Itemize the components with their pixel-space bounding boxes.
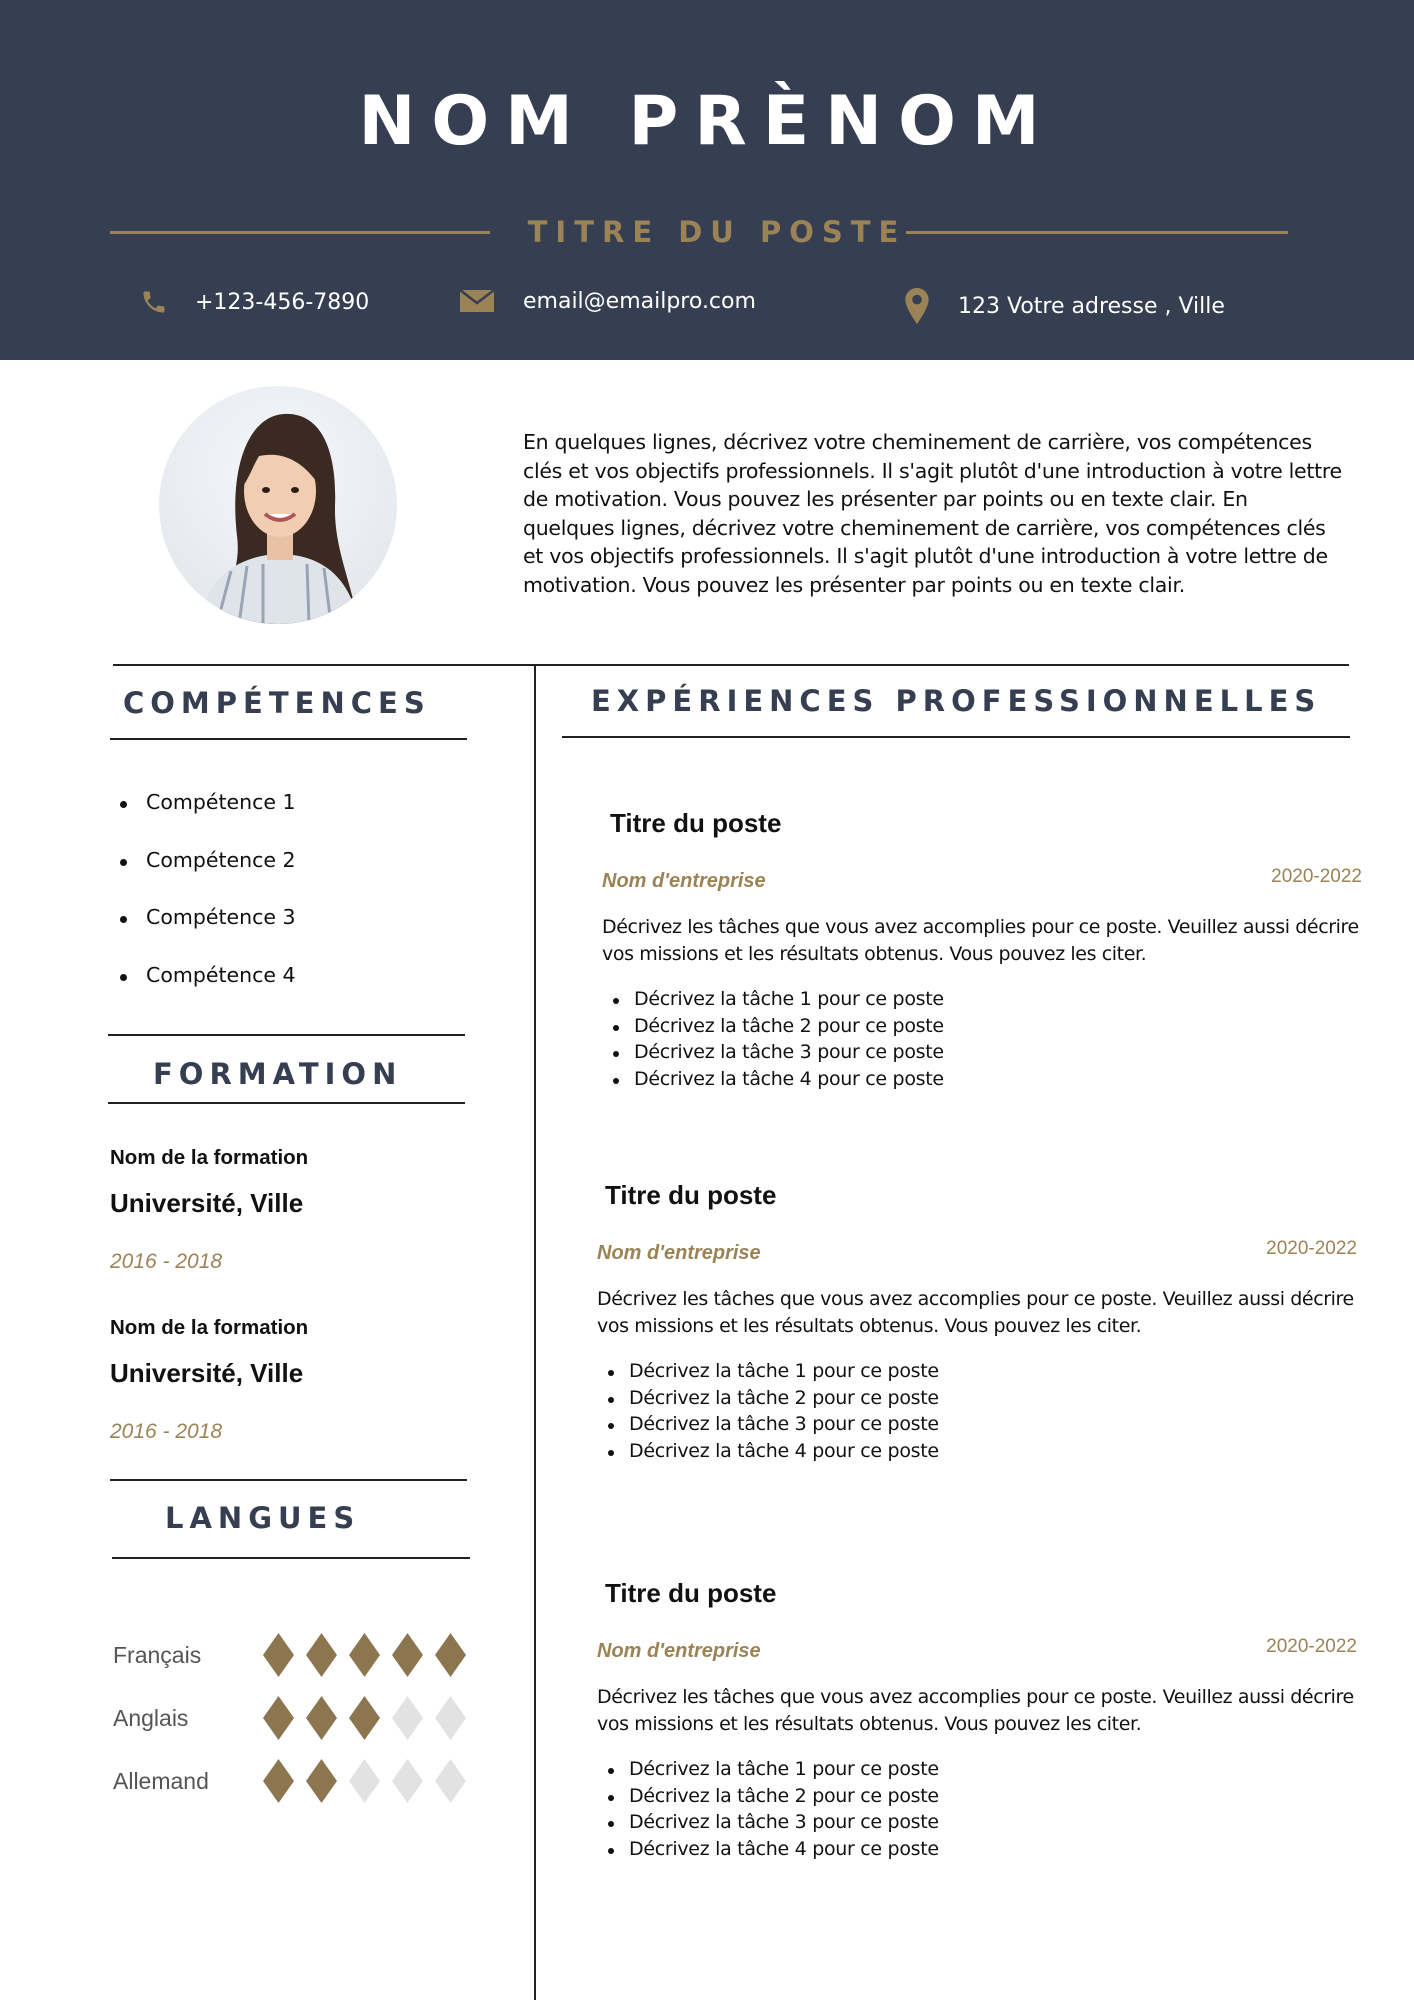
experience-description: Décrivez les tâches que vous avez accomplies pour ce poste. Veuillez aussi décrire vos missions et les résultats obtenus. Vous pouvez les citer.: [597, 1686, 1354, 1735]
experience-underline: [562, 736, 1350, 738]
education-university: Université, Ville: [110, 1358, 304, 1388]
level-diamond-filled: [349, 1696, 380, 1740]
language-row-french: [113, 1633, 466, 1677]
level-diamond-filled: [392, 1633, 423, 1677]
language-row-german: [113, 1759, 466, 1803]
languages-overline: [110, 1479, 467, 1481]
experience-task-list: [608, 1360, 939, 1467]
level-diamond-empty: [392, 1696, 423, 1740]
profile-photo: [159, 386, 397, 624]
education-overline: [108, 1034, 465, 1036]
experience-task: Décrivez la tâche 3 pour ce poste: [608, 1413, 939, 1440]
experience-task: Décrivez la tâche 4 pour ce poste: [608, 1440, 939, 1467]
language-name: Allemand: [113, 1767, 209, 1794]
experience-task: Décrivez la tâche 4 pour ce poste: [608, 1838, 939, 1865]
experience-dates: 2020-2022: [1271, 866, 1362, 887]
experience-company: Nom d'entreprise: [597, 1242, 761, 1264]
experience-task: Décrivez la tâche 3 pour ce poste: [608, 1811, 939, 1838]
languages-title: LANGUES: [165, 1501, 361, 1535]
email-address[interactable]: email@emailpro.com: [523, 288, 756, 314]
experience-company: Nom d'entreprise: [602, 870, 766, 892]
level-diamond-empty: [435, 1696, 466, 1740]
skills-underline: [110, 738, 467, 740]
phone-icon: [140, 288, 168, 316]
skill-item: Compétence 2: [118, 848, 296, 906]
education-dates: 2016 - 2018: [110, 1250, 223, 1273]
level-diamond-filled: [263, 1696, 294, 1740]
languages-underline: [112, 1557, 470, 1559]
level-diamond-filled: [306, 1759, 337, 1803]
level-diamond-empty: [392, 1759, 423, 1803]
language-name: Français: [113, 1641, 202, 1668]
column-divider: [534, 665, 536, 2000]
experience-task: Décrivez la tâche 2 pour ce poste: [613, 1015, 944, 1042]
skills-list: [118, 790, 296, 1020]
experience-job-title: Titre du poste: [605, 1180, 777, 1210]
portrait-illustration: [159, 386, 397, 624]
level-diamond-empty: [349, 1759, 380, 1803]
education-university: Université, Ville: [110, 1188, 304, 1218]
language-name: Anglais: [113, 1704, 189, 1731]
education-degree: Nom de la formation: [110, 1316, 309, 1339]
experience-description: Décrivez les tâches que vous avez accomplies pour ce poste. Veuillez aussi décrire vos missions et les résultats obtenus. Vous pouvez les citer.: [602, 916, 1359, 965]
experience-job-title: Titre du poste: [610, 808, 782, 838]
skills-title: COMPÉTENCES: [123, 686, 431, 720]
contact-email: [460, 288, 756, 314]
experience-dates: 2020-2022: [1266, 1238, 1357, 1259]
phone-number[interactable]: +123-456-7890: [195, 289, 370, 315]
language-level: [263, 1759, 466, 1803]
location-pin-icon: [904, 288, 930, 324]
experience-task-list: [608, 1758, 939, 1865]
header-divider-right: [906, 231, 1288, 234]
level-diamond-filled: [349, 1633, 380, 1677]
level-diamond-filled: [263, 1633, 294, 1677]
experience-task: Décrivez la tâche 1 pour ce poste: [608, 1758, 939, 1785]
level-diamond-filled: [435, 1633, 466, 1677]
mail-icon: [460, 288, 494, 314]
education-degree: Nom de la formation: [110, 1146, 309, 1169]
job-title: TITRE DU POSTE: [527, 215, 907, 249]
education-title: FORMATION: [153, 1057, 403, 1091]
experience-entry: [597, 1180, 1357, 1480]
experience-job-title: Titre du poste: [605, 1578, 777, 1608]
candidate-name: NOM PRÈNOM: [358, 82, 1056, 161]
experience-task: Décrivez la tâche 2 pour ce poste: [608, 1785, 939, 1812]
experience-entry: [602, 808, 1362, 1108]
profile-summary: En quelques lignes, décrivez votre cheminement de carrière, vos compétences clés et vos objectifs professionnels. Il s'agit plutôt d'une introduction à votre lettre de motivation. Vous pouvez les présenter par points ou en texte clair. En quelques lignes, décrivez votre cheminement de carrière, vos compétences clés et vos objectifs professionnels. Il s'agit plutôt d'une introduction à votre lettre de motivation. Vous pouvez les présenter par points ou en texte clair.: [523, 430, 1342, 597]
experience-task: Décrivez la tâche 1 pour ce poste: [608, 1360, 939, 1387]
experience-dates: 2020-2022: [1266, 1636, 1357, 1657]
experience-task: Décrivez la tâche 1 pour ce poste: [613, 988, 944, 1015]
language-row-english: [113, 1696, 466, 1740]
language-level: [263, 1696, 466, 1740]
experience-entry: [597, 1578, 1357, 1878]
experience-description: Décrivez les tâches que vous avez accomplies pour ce poste. Veuillez aussi décrire vos missions et les résultats obtenus. Vous pouvez les citer.: [597, 1288, 1354, 1337]
experience-task: Décrivez la tâche 4 pour ce poste: [613, 1068, 944, 1095]
resume-header: [0, 0, 1414, 360]
level-diamond-empty: [435, 1759, 466, 1803]
experience-task: Décrivez la tâche 2 pour ce poste: [608, 1387, 939, 1414]
skill-item: Compétence 1: [118, 790, 296, 848]
postal-address: 123 Votre adresse , Ville: [958, 293, 1225, 319]
skill-item: Compétence 4: [118, 963, 296, 1021]
education-underline: [108, 1102, 465, 1104]
experience-task-list: [613, 988, 944, 1095]
level-diamond-filled: [306, 1696, 337, 1740]
contact-phone: [140, 288, 369, 316]
education-dates: 2016 - 2018: [110, 1420, 223, 1443]
skill-item: Compétence 3: [118, 905, 296, 963]
experience-task: Décrivez la tâche 3 pour ce poste: [613, 1041, 944, 1068]
level-diamond-filled: [306, 1633, 337, 1677]
level-diamond-filled: [263, 1759, 294, 1803]
experience-company: Nom d'entreprise: [597, 1640, 761, 1662]
contact-address: [904, 288, 1225, 324]
language-level: [263, 1633, 466, 1677]
experience-title: EXPÉRIENCES PROFESSIONNELLES: [591, 684, 1322, 718]
section-divider-top: [113, 664, 1349, 666]
